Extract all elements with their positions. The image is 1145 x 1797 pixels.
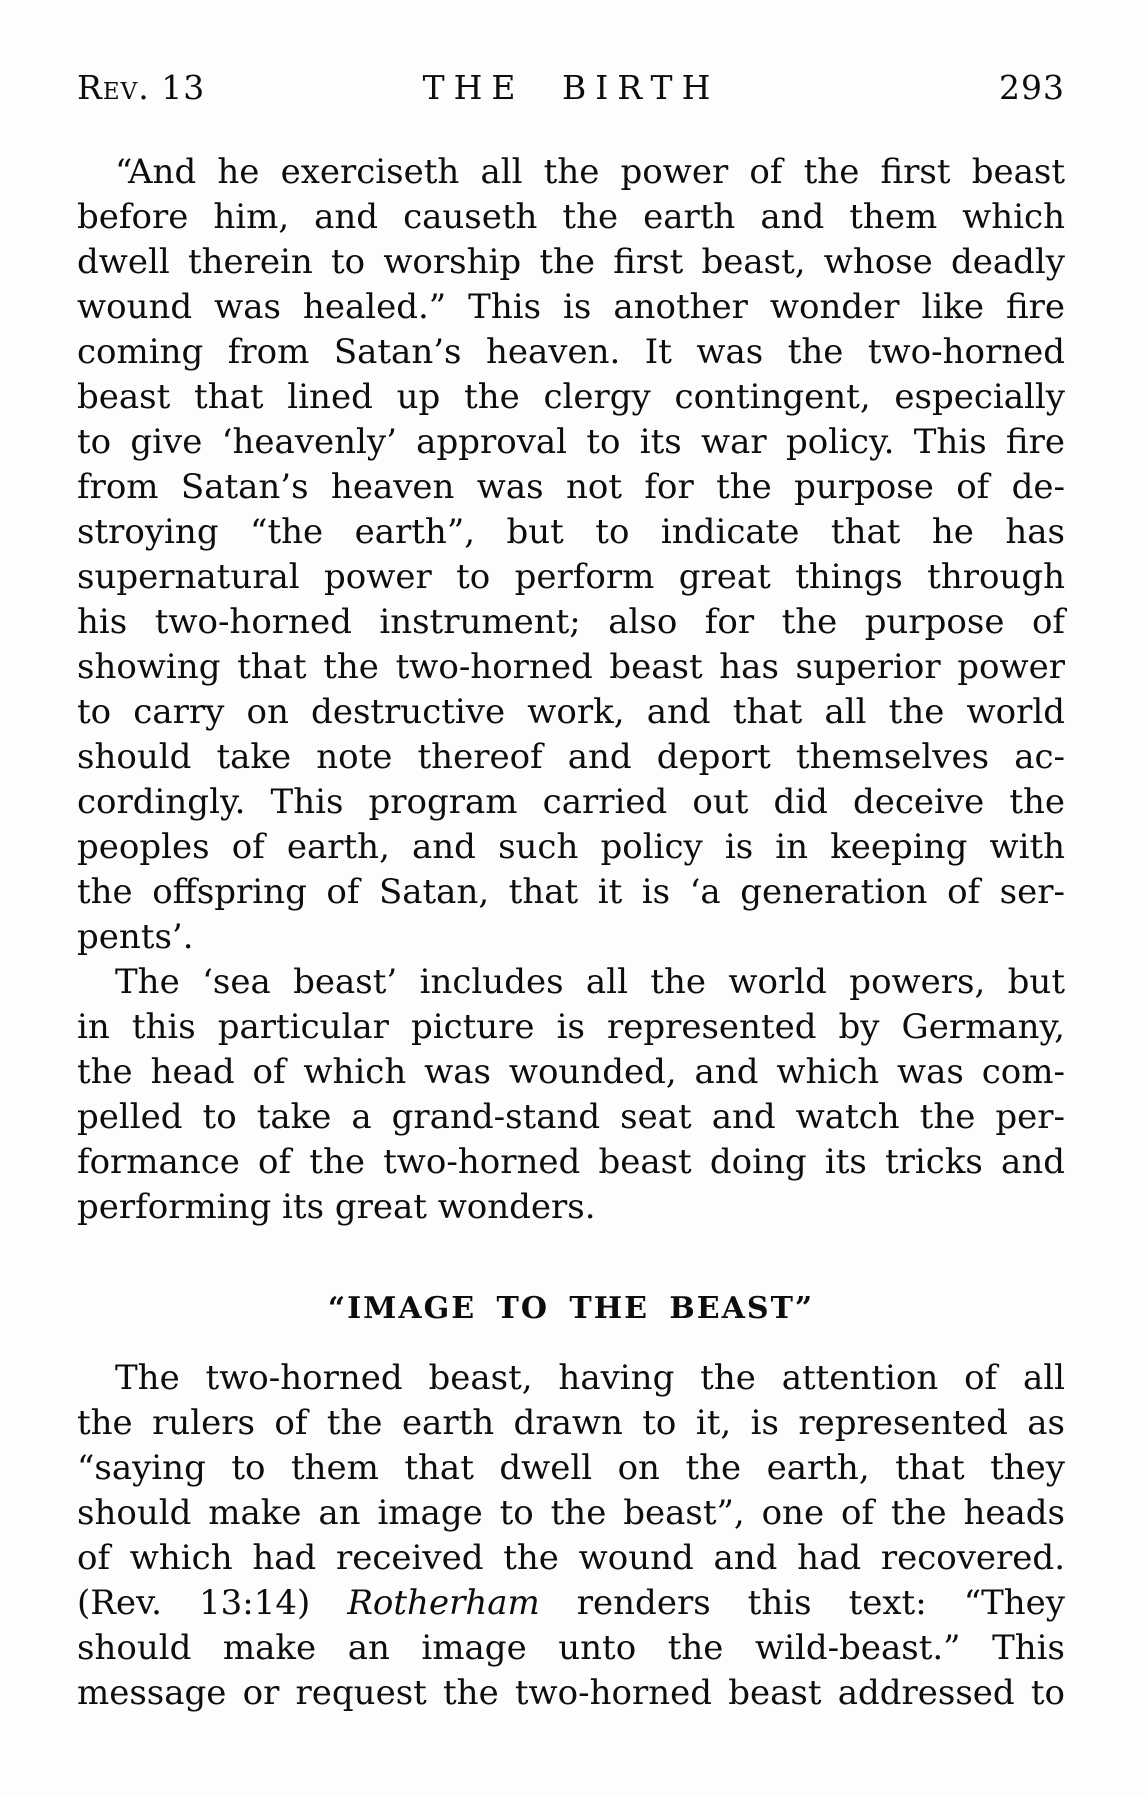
running-header xyxy=(77,70,1065,106)
text-line: beast that lined up the clergy contingent, especially xyxy=(77,377,1065,417)
text-line: The two-horned beast, having the attention of all xyxy=(115,1358,1065,1398)
text-line: should take note thereof and deport themselves ac- xyxy=(77,737,1065,777)
text-line: The ‘sea beast’ includes all the world powers, but xyxy=(115,962,1065,1002)
text-line-with-citation xyxy=(77,1581,1065,1626)
text-line: message or request the two-horned beast addressed to xyxy=(77,1673,1065,1713)
text-line: of which had received the wound and had recovered. xyxy=(77,1538,1065,1578)
text-line: should make an image to the beast”, one of the heads xyxy=(77,1493,1065,1533)
text-line: peoples of earth, and such policy is in keeping with xyxy=(77,827,1065,867)
body-text xyxy=(77,150,1065,1716)
text-line: pents’. xyxy=(77,917,194,957)
text-line: from Satan’s heaven was not for the purpose of de- xyxy=(77,467,1065,507)
text-line: “saying to them that dwell on the earth, that they xyxy=(77,1448,1065,1488)
text-line: his two-horned instrument; also for the purpose of xyxy=(77,602,1065,642)
header-scripture-ref: Rev. 13 xyxy=(77,68,206,107)
page-number: 293 xyxy=(999,68,1065,107)
text-line: pelled to take a grand-stand seat and watch the per- xyxy=(77,1097,1065,1137)
text-line: performing its great wonders. xyxy=(77,1187,596,1227)
text-line: stroying “the earth”, but to indicate that he has xyxy=(77,512,1065,552)
scripture-citation: (Rev. 13:14) xyxy=(77,1583,311,1623)
text-line: before him, and causeth the earth and them which xyxy=(77,197,1065,237)
text-line: to give ‘heavenly’ approval to its war policy. This fire xyxy=(77,422,1065,462)
text-line: the head of which was wounded, and which was com- xyxy=(77,1052,1065,1092)
text-line: should make an image unto the wild-beast.” This xyxy=(77,1628,1065,1668)
text-line: the offspring of Satan, that it is ‘a generation of ser- xyxy=(77,872,1065,912)
text-line: “And he exerciseth all the power of the first beast xyxy=(115,152,1065,192)
text-line: showing that the two-horned beast has superior power xyxy=(77,647,1065,687)
paragraph-1 xyxy=(77,150,1065,960)
paragraph-3 xyxy=(77,1356,1065,1716)
text-line: supernatural power to perform great things through xyxy=(77,557,1065,597)
text-line: in this particular picture is represented by Germany, xyxy=(77,1007,1065,1047)
text-line: cordingly. This program carried out did deceive the xyxy=(77,782,1065,822)
citation-continuation: renders this text: “They xyxy=(576,1583,1066,1623)
translator-name: Rotherham xyxy=(347,1583,540,1623)
section-heading: “IMAGE TO THE BEAST” xyxy=(327,1291,815,1326)
text-line: coming from Satan’s heaven. It was the two-horned xyxy=(77,332,1065,372)
text-line: wound was healed.” This is another wonder like fire xyxy=(77,287,1065,327)
paragraph-2 xyxy=(77,960,1065,1230)
text-line: formance of the two-horned beast doing its tricks and xyxy=(77,1142,1065,1182)
text-line: dwell therein to worship the first beast, whose deadly xyxy=(77,242,1065,282)
text-line: to carry on destructive work, and that all the world xyxy=(77,692,1065,732)
running-title: THE BIRTH xyxy=(422,68,720,107)
text-line: the rulers of the earth drawn to it, is represented as xyxy=(77,1403,1065,1443)
